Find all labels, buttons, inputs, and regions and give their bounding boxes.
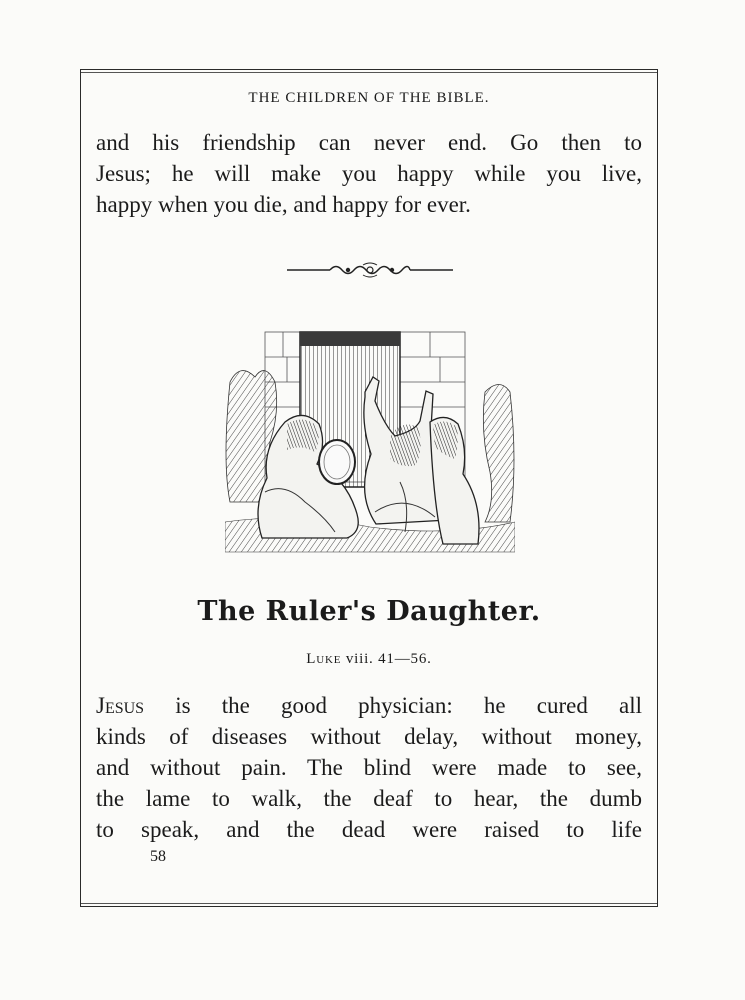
text-line: Jesus is the good physician: he cured all [96, 693, 642, 718]
text-line: the lame to walk, the deaf to hear, the dumb [96, 786, 642, 811]
scripture-reference [80, 651, 658, 668]
ornament-divider-icon [285, 259, 455, 279]
text-line: happy when you die, and happy for ever. [96, 192, 471, 217]
mourners-engraving-icon [225, 322, 515, 562]
lead-word: Jesus [96, 693, 145, 718]
reference-book: Luke [306, 651, 342, 667]
section-title: The Ruler's Daughter. [197, 596, 541, 627]
text-line: Jesus; he will make you happy while you live, [96, 161, 642, 186]
text-line: to speak, and the dead were raised to life [96, 817, 642, 842]
running-head: THE CHILDREN OF THE BIBLE. [248, 90, 490, 106]
top-paragraph [96, 127, 642, 220]
reference-chapter-verses: viii. 41—56. [341, 651, 432, 667]
text-line: and his friendship can never end. Go then to [96, 130, 642, 155]
text-line: kinds of diseases without delay, without money, [96, 724, 642, 749]
text-line: and without pain. The blind were made to see, [96, 755, 642, 780]
page-number: 58 [150, 848, 166, 865]
body-paragraph [96, 690, 642, 845]
